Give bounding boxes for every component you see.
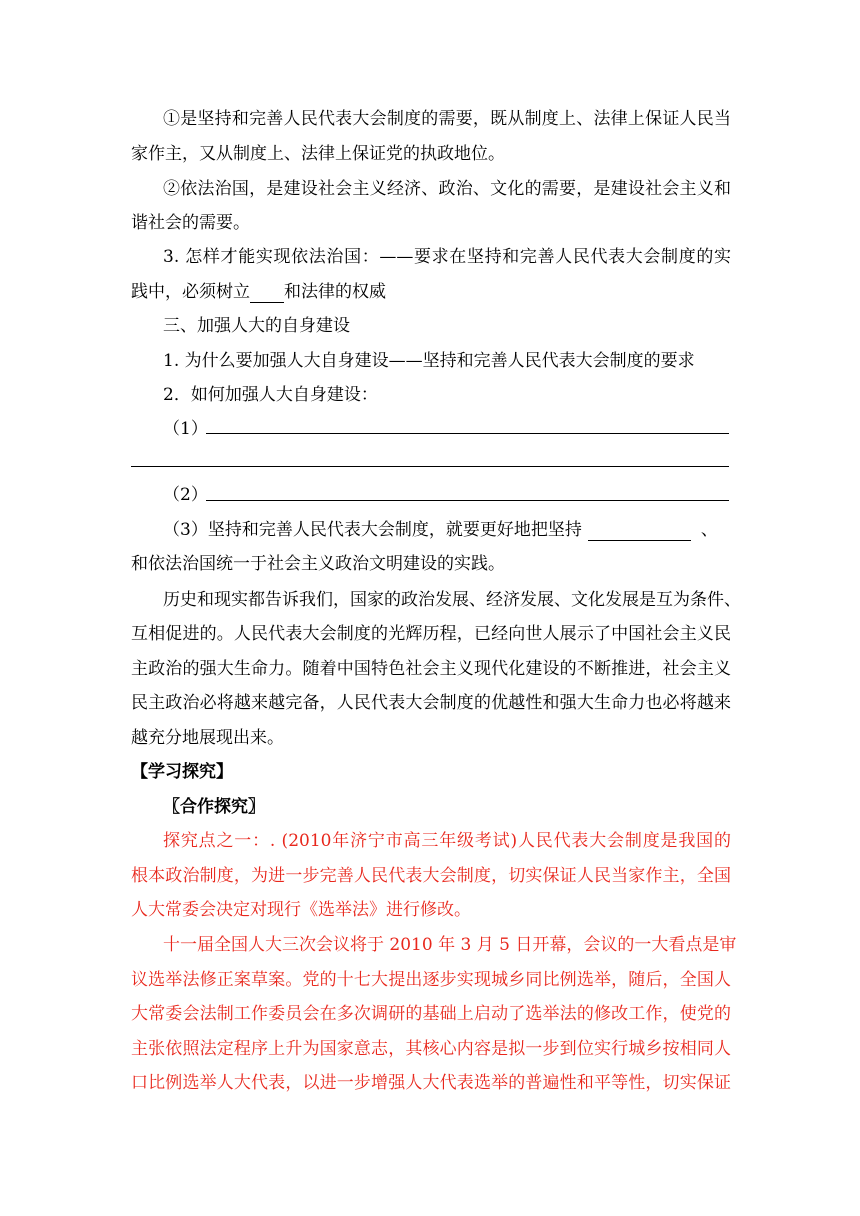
- exercise-line: 大常委会法制工作委员会在多次调研的基础上启动了选举法的修改工作，使党的: [131, 1004, 731, 1024]
- answer-line: [206, 433, 729, 434]
- exercise-line: 议选举法修正案草案。党的十七大提出逐步实现城乡同比例选举，随后，全国人: [131, 970, 731, 990]
- exercise-line: 根本政治制度，为进一步完善人民代表大会制度，切实保证人民当家作主，全国: [131, 866, 731, 886]
- paragraph-line: 民主政治必将越来越完备，人民代表大会制度的优越性和强大生命力也必将越来: [131, 693, 731, 713]
- exercise-line: 口比例选举人大代表，以进一步增强人大代表选举的普遍性和平等性，切实保证: [131, 1073, 731, 1093]
- paragraph-line: 和依法治国统一于社会主义政治文明建设的实践。: [131, 554, 505, 574]
- paragraph-line: 历史和现实都告诉我们，国家的政治发展、经济发展、文化发展是互为条件、: [163, 590, 741, 610]
- paragraph-line: 主政治的强大生命力。随着中国特色社会主义现代化建设的不断推进，社会主义: [131, 659, 731, 679]
- section-title-study: 【学习探究】: [131, 762, 233, 782]
- exercise-line: 人大常委会决定对现行《选举法》进行修改。: [131, 900, 471, 920]
- question-line: 1. 为什么要加强人大自身建设——坚持和完善人民代表大会制度的要求: [163, 351, 695, 371]
- paragraph-line: 践中，必须树立 和法律的权威: [131, 282, 386, 302]
- exercise-line: 主张依照法定程序上升为国家意志，其核心内容是拟一步到位实行城乡按相同人: [131, 1039, 731, 1059]
- answer-item-label: （2）: [163, 485, 208, 505]
- exercise-line: 十一届全国人大三次会议将于 2010 年 3 月 5 日开幕，会议的一大看点是审: [163, 935, 737, 955]
- paragraph-line: ②依法治国，是建设社会主义经济、政治、文化的需要，是建设社会主义和: [163, 179, 731, 199]
- question-line: 2．如何加强人大自身建设：: [163, 385, 378, 405]
- paragraph-line: （3）坚持和完善人民代表大会制度，就要更好地把坚持 、: [163, 520, 718, 540]
- paragraph-line: 谐社会的需要。: [131, 213, 250, 233]
- paragraph-line: 3. 怎样才能实现依法治国：——要求在坚持和完善人民代表大会制度的实: [163, 247, 731, 267]
- paragraph-line: 越充分地展现出来。: [131, 728, 284, 748]
- paragraph-line: 互相促进的。人民代表大会制度的光辉历程，已经向世人展示了中国社会主义民: [131, 624, 731, 644]
- answer-line: [131, 466, 729, 467]
- answer-item-label: （1）: [163, 419, 208, 439]
- answer-line: [206, 500, 729, 501]
- fill-blank: [588, 522, 691, 541]
- section-heading: 三、加强人大的自身建设: [163, 316, 350, 336]
- section-title-cooperation: 〖合作探究〗: [163, 797, 265, 817]
- exercise-line: 探究点之一：. (2010年济宁市高三年级考试)人民代表大会制度是我国的: [163, 831, 731, 851]
- fill-blank: [250, 284, 284, 303]
- paragraph-line: ①是坚持和完善人民代表大会制度的需要，既从制度上、法律上保证人民当: [163, 109, 731, 129]
- paragraph-line: 家作主，又从制度上、法律上保证党的执政地位。: [131, 144, 505, 164]
